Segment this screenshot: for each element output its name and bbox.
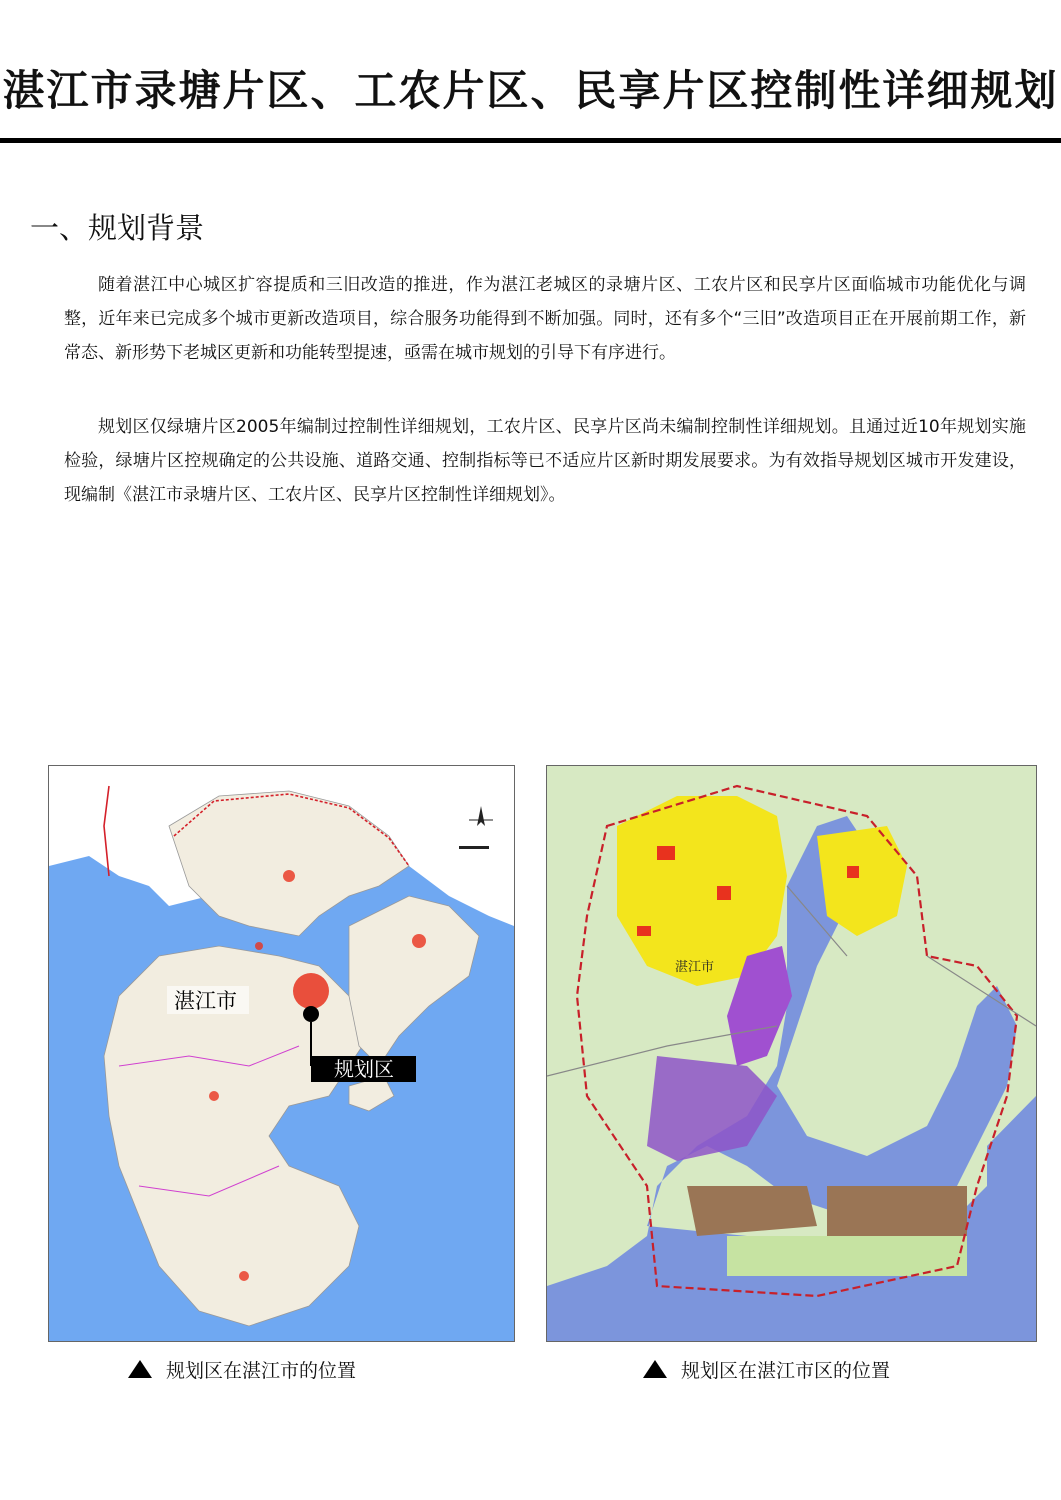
urban-area-core	[293, 973, 329, 1009]
left-map-caption	[128, 1356, 356, 1383]
urban-area-location-map	[546, 765, 1037, 1342]
commercial-patch	[657, 846, 675, 860]
right-caption-text: 规划区在湛江市区的位置	[681, 1360, 891, 1382]
triangle-icon	[643, 1360, 667, 1378]
zhanjiang-location-map	[48, 765, 515, 1342]
section-heading: 一、规划背景	[30, 211, 205, 245]
urban-area	[412, 934, 426, 948]
commercial-patch	[847, 866, 859, 878]
urban-area	[283, 870, 295, 882]
city-label: 湛江市	[675, 960, 715, 975]
paragraph-2: 规划区仅绿塘片区2005年编制过控制性详细规划，工农片区、民享片区尚未编制控制性详细规划。且通过近10年规划实施检验，绿塘片区控规确定的公共设施、道路交通、控制指标等已不适应片区新时期发展要求。为有效指导规划区城市开发建设，现编制《湛江市录塘片区、工农片区、民享片区控制性详细规划》。	[64, 417, 1026, 505]
urban-area	[255, 942, 263, 950]
zhanjiang-map-graphic	[49, 766, 514, 1341]
triangle-icon	[128, 1360, 152, 1378]
location-marker	[303, 1006, 319, 1022]
urban-map-graphic	[547, 766, 1036, 1341]
right-map-caption	[643, 1356, 890, 1383]
commercial-patch	[637, 926, 651, 936]
city-label: 湛江市	[174, 989, 237, 1013]
urban-area	[239, 1271, 249, 1281]
urban-area	[209, 1091, 219, 1101]
document-title: 湛江市录塘片区、工农片区、民享片区控制性详细规划	[2, 66, 1059, 115]
area-label: 规划区	[334, 1057, 394, 1081]
commercial-patch	[717, 886, 731, 900]
paragraph-1: 随着湛江中心城区扩容提质和三旧改造的推进，作为湛江老城区的录塘片区、工农片区和民享片区面临城市功能优化与调整，近年来已完成多个城市更新改造项目，综合服务功能得到不断加强。同时，还有多个“三旧”改造项目正在开展前期工作，新常态、新形势下老城区更新和功能转型提速，亟需在城市规划的引导下有序进行。	[64, 275, 1026, 363]
left-caption-text: 规划区在湛江市的位置	[166, 1360, 357, 1382]
title-divider	[0, 138, 1061, 143]
scale-bar	[459, 846, 489, 849]
southern-green	[727, 1236, 967, 1276]
